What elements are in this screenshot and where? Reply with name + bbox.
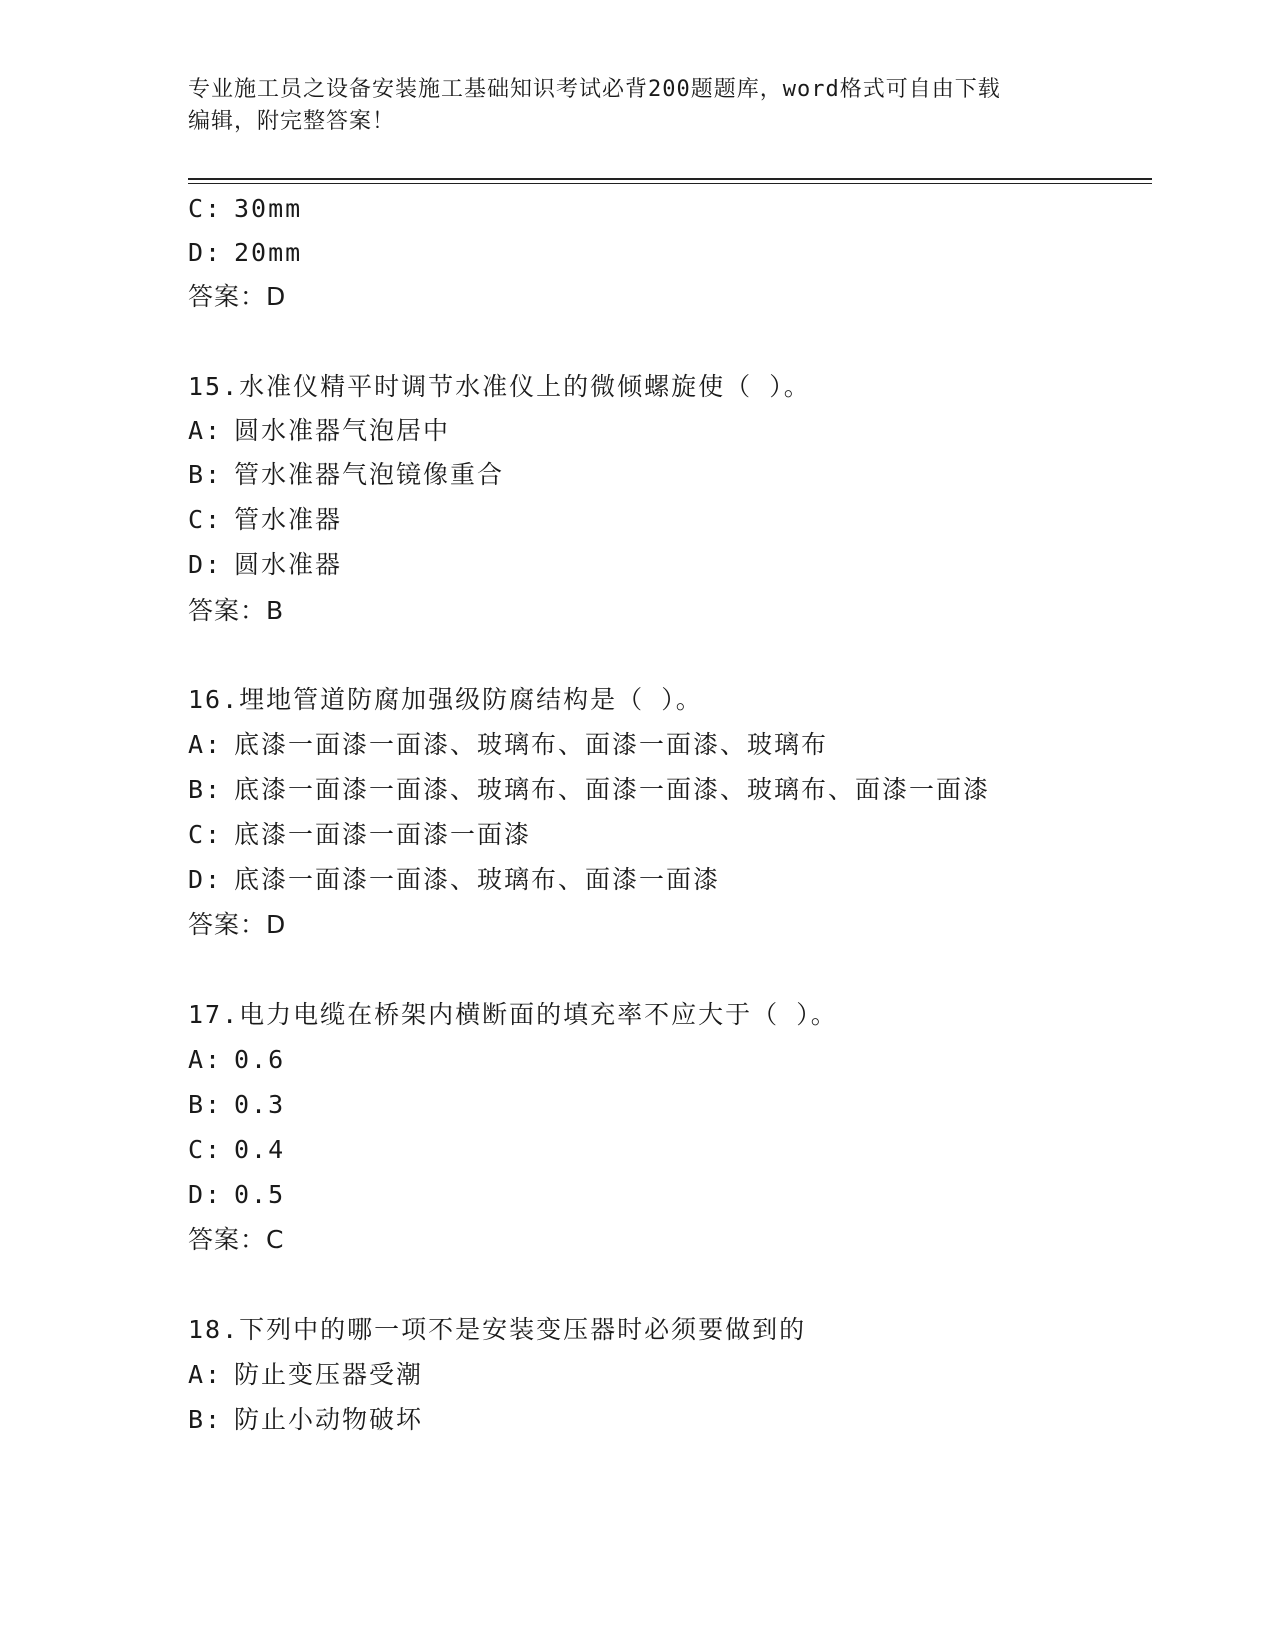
answer-line: 答案：C xyxy=(188,1225,285,1254)
option-text: 20mm xyxy=(234,238,303,267)
option-label: D: xyxy=(188,865,223,894)
answer-line: 答案：B xyxy=(188,596,285,625)
option-row xyxy=(188,820,531,850)
option-row xyxy=(188,460,504,490)
option-text: 管水准器 xyxy=(234,505,343,534)
option-row xyxy=(188,1180,285,1210)
option-label: B: xyxy=(188,1405,223,1434)
option-text: 底漆一面漆一面漆、玻璃布、面漆一面漆 xyxy=(234,865,721,894)
option-row xyxy=(188,1135,285,1165)
answer-line: 答案：D xyxy=(188,910,287,939)
header-title-line-1: 专业施工员之设备安装施工基础知识考试必背200题题库，word格式可自由下载 xyxy=(188,77,1001,102)
option-label: A: xyxy=(188,416,223,445)
option-label: D: xyxy=(188,550,223,579)
option-text: 防止变压器受潮 xyxy=(234,1360,424,1389)
header-divider xyxy=(188,178,1152,180)
option-row xyxy=(188,775,990,805)
option-text: 0.6 xyxy=(234,1045,286,1074)
option-label: B: xyxy=(188,775,223,804)
option-text: 底漆一面漆一面漆、玻璃布、面漆一面漆、玻璃布 xyxy=(234,730,829,759)
option-label: A: xyxy=(188,1045,223,1074)
option-label: D: xyxy=(188,238,223,267)
option-label: D: xyxy=(188,1180,223,1209)
option-row xyxy=(188,194,302,224)
option-text: 30mm xyxy=(234,194,303,223)
option-row xyxy=(188,1090,285,1120)
option-label: B: xyxy=(188,1090,223,1119)
option-label: C: xyxy=(188,194,223,223)
option-row xyxy=(188,1360,423,1390)
option-row xyxy=(188,1405,423,1435)
option-text: 圆水准器 xyxy=(234,550,343,579)
option-row xyxy=(188,238,302,268)
option-label: C: xyxy=(188,1135,223,1164)
answer-line: 答案：D xyxy=(188,282,287,311)
option-text: 底漆一面漆一面漆、玻璃布、面漆一面漆、玻璃布、面漆一面漆 xyxy=(234,775,991,804)
option-row xyxy=(188,1045,285,1075)
option-row xyxy=(188,865,720,895)
question-text: 17.电力电缆在桥架内横断面的填充率不应大于（ ）。 xyxy=(188,1000,838,1029)
option-text: 管水准器气泡镜像重合 xyxy=(234,460,505,489)
option-text: 0.3 xyxy=(234,1090,286,1119)
option-text: 0.5 xyxy=(234,1180,286,1209)
question-text: 16.埋地管道防腐加强级防腐结构是（ ）。 xyxy=(188,685,703,714)
option-label: A: xyxy=(188,730,223,759)
option-label: A: xyxy=(188,1360,223,1389)
option-text: 圆水准器气泡居中 xyxy=(234,416,451,445)
question-text: 15.水准仪精平时调节水准仪上的微倾螺旋使（ ）。 xyxy=(188,372,811,401)
option-text: 防止小动物破坏 xyxy=(234,1405,424,1434)
option-row xyxy=(188,550,342,580)
option-label: B: xyxy=(188,460,223,489)
option-row xyxy=(188,730,828,760)
option-label: C: xyxy=(188,820,223,849)
document-header xyxy=(188,74,1088,138)
header-title-line-2: 编辑，附完整答案！ xyxy=(188,109,396,134)
option-text: 底漆一面漆一面漆一面漆 xyxy=(234,820,532,849)
option-label: C: xyxy=(188,505,223,534)
option-row xyxy=(188,416,450,446)
option-row xyxy=(188,505,342,535)
question-text: 18.下列中的哪一项不是安装变压器时必须要做到的 xyxy=(188,1315,807,1344)
header-divider-thin xyxy=(188,183,1152,184)
option-text: 0.4 xyxy=(234,1135,286,1164)
